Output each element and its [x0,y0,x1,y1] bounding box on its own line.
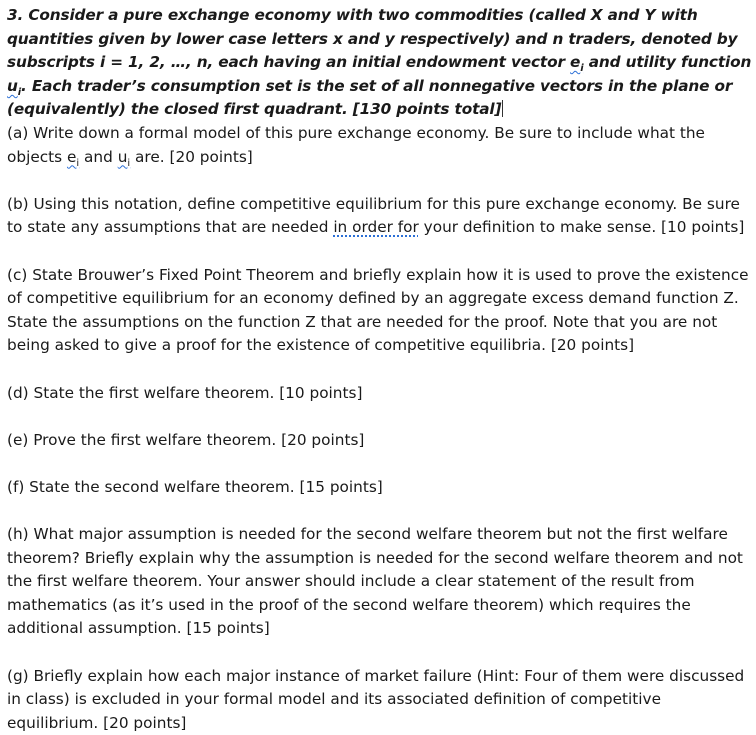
part-a-text-end: are. [20 points] [130,147,253,166]
paragraph-gap [7,641,753,665]
paragraph-gap [7,405,753,429]
part-f: (f) State the second welfare theorem. [15 points] [7,477,383,496]
paragraph-gap [7,499,753,523]
part-c: (c) State Brouwer’s Fixed Point Theorem and briefly explain how it is used to prove the existence of competitive equilibrium for an economy defined by an aggregate excess demand function Z. State the assumptions on the function Z that are needed for the proof. Note that you are not being asked to give a proof for the existence of competitive equilibria. [20 points] [7,265,749,355]
question-heading [7,4,753,122]
part-a-endowment-symbol: $e_i$ [66,147,80,169]
heading-text-start: 3. Consider a pure exchange economy with two commodities (called X and Y with quantities given by lower case letters x and y respectively) and n traders, denoted by subscripts i = 1, 2, …, n, each having an initial endowment vector [7,6,738,72]
part-b [7,193,753,240]
paragraph-gap [7,452,753,476]
paragraph-gap [7,358,753,382]
part-b-text-start: (b) Using this notation, define competitive equilibrium for this pure exchange economy. Be sure to state any assumptions that are needed [7,194,740,237]
heading-text-middle: and utility function [583,53,752,72]
part-a-text-middle: and [79,147,118,166]
text-cursor [502,100,503,117]
part-a [7,122,753,169]
grammar-flag[interactable]: in order for [333,218,419,237]
part-g: (g) Briefly explain how each major instance of market failure (Hint: Four of them were discussed in class) is excluded in your formal model and its associated definition of competitive equilibrium. [20 points] [7,666,745,732]
part-a-text-start: (a) Write down a formal model of this pure exchange economy. Be sure to include what the objects [7,123,705,166]
endowment-symbol: $e_i$ [570,53,584,75]
paragraph-gap [7,169,753,193]
part-d: (d) State the first welfare theorem. [10 points] [7,383,363,402]
heading-text-end: . Each trader’s consumption set is the set of all nonnegative vectors in the plane or (equivalently) the closed first quadrant. [130 points total] [7,76,733,119]
part-e: (e) Prove the first welfare theorem. [20 points] [7,430,365,449]
document-body [7,4,753,735]
part-h: (h) What major assumption is needed for the second welfare theorem but not the first welfare theorem? Briefly explain why the assumption is needed for the second welfare theorem and not the first welfare theorem. Your answer should include a clear statement of the result from mathematics (as it’s used in the proof of the second welfare theorem) which requires the additional assumption. [15 points] [7,525,743,638]
part-b-text-end: your definition to make sense. [10 points] [418,218,745,237]
part-a-utility-symbol: $u_i$ [117,147,131,169]
utility-symbol: $u_i$ [7,76,22,98]
paragraph-gap [7,240,753,264]
